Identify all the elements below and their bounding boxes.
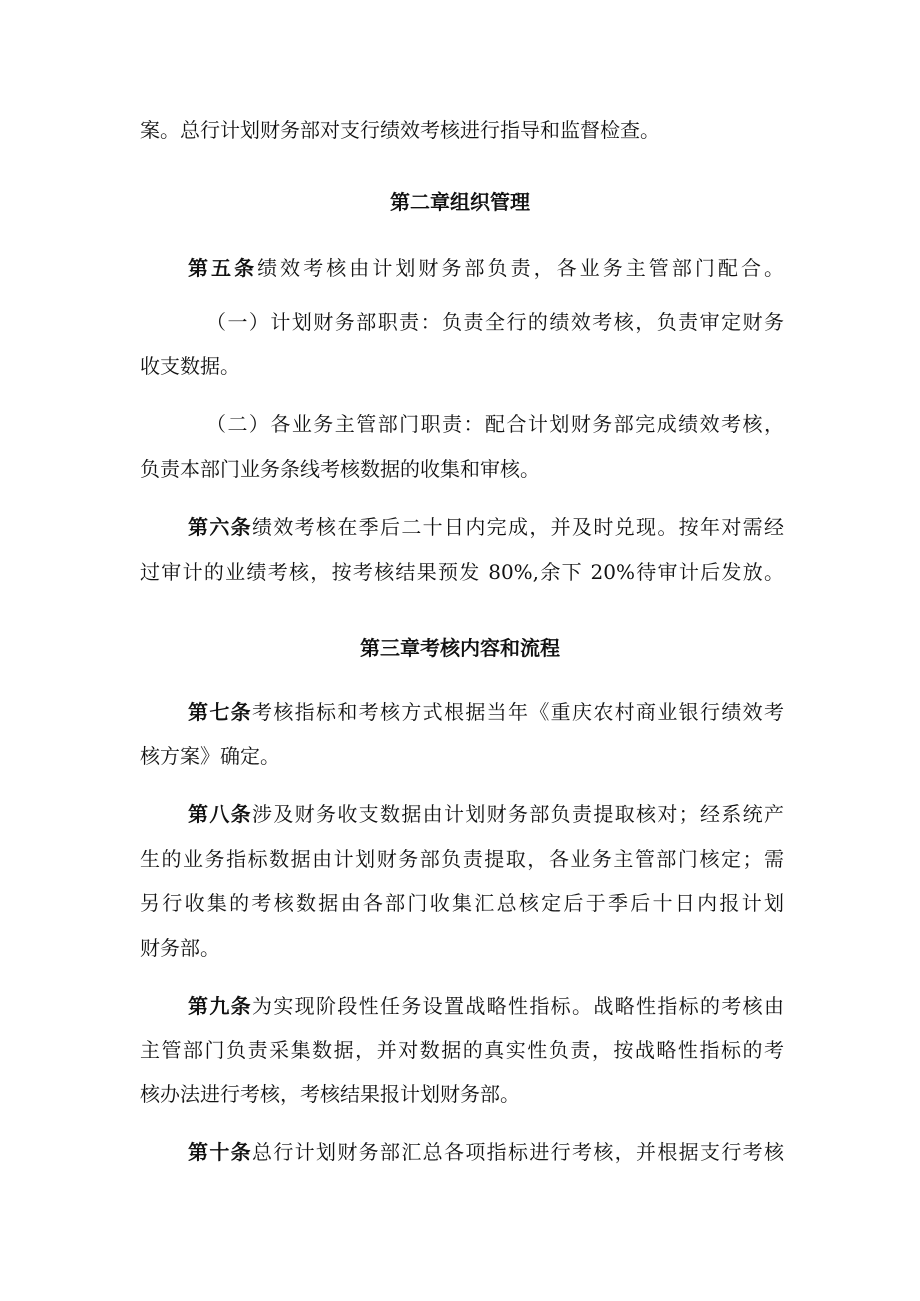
article-label: 第五条	[188, 256, 258, 280]
article-8-line-2: 生的业务指标数据由计划财务部负责提取，各业务主管部门核定；需	[140, 847, 784, 871]
article-8-line-3: 另行收集的考核数据由各部门收集汇总核定后于季后十日内报计划	[140, 891, 784, 915]
item-2-line-1: （二）各业务主管部门职责：配合计划财务部完成绩效考核，	[206, 412, 784, 436]
paragraph-line: 案。总行计划财务部对支行绩效考核进行指导和监督检查。	[140, 118, 660, 142]
article-text: 涉及财务收支数据由计划财务部负责提取核对；经系统产	[252, 802, 784, 826]
article-label: 第九条	[188, 994, 252, 1018]
article-label: 第八条	[188, 802, 252, 826]
article-label: 第七条	[188, 700, 252, 724]
article-7-line-2: 核方案》确定。	[140, 744, 280, 768]
article-text: 总行计划财务部汇总各项指标进行考核，并根据支行考核	[252, 1140, 784, 1164]
article-9-line-3: 核办法进行考核，考核结果报计划财务部。	[140, 1082, 520, 1106]
article-label: 第十条	[188, 1140, 252, 1164]
article-8-line-1	[188, 800, 784, 828]
chapter-heading: 第三章考核内容和流程	[360, 636, 560, 660]
article-7-line-1	[188, 698, 784, 726]
item-1-line-1: （一）计划财务部职责：负责全行的绩效考核，负责审定财务	[206, 310, 784, 334]
article-6-line-1	[188, 513, 784, 541]
article-text: 考核指标和考核方式根据当年《重庆农村商业银行绩效考	[252, 700, 784, 724]
article-text: 为实现阶段性任务设置战略性指标。战略性指标的考核由	[252, 994, 784, 1018]
article-8-line-4: 财务部。	[140, 936, 220, 960]
article-text: 绩效考核由计划财务部负责，各业务主管部门配合。	[257, 256, 785, 280]
article-9-line-1	[188, 992, 784, 1020]
article-10-line-1	[188, 1138, 784, 1166]
article-label: 第六条	[188, 515, 252, 539]
chapter-heading: 第二章组织管理	[390, 190, 530, 214]
item-2-line-2: 负责本部门业务条线考核数据的收集和审核。	[140, 457, 540, 481]
item-1-line-2: 收支数据。	[140, 354, 240, 378]
article-9-line-2: 主管部门负责采集数据，并对数据的真实性负责，按战略性指标的考	[140, 1038, 784, 1062]
article-6-line-2: 过审计的业绩考核，按考核结果预发 80%,余下 20%待审计后发放。	[140, 560, 784, 584]
article-5	[188, 254, 784, 282]
article-text: 绩效考核在季后二十日内完成，并及时兑现。按年对需经	[252, 515, 784, 539]
